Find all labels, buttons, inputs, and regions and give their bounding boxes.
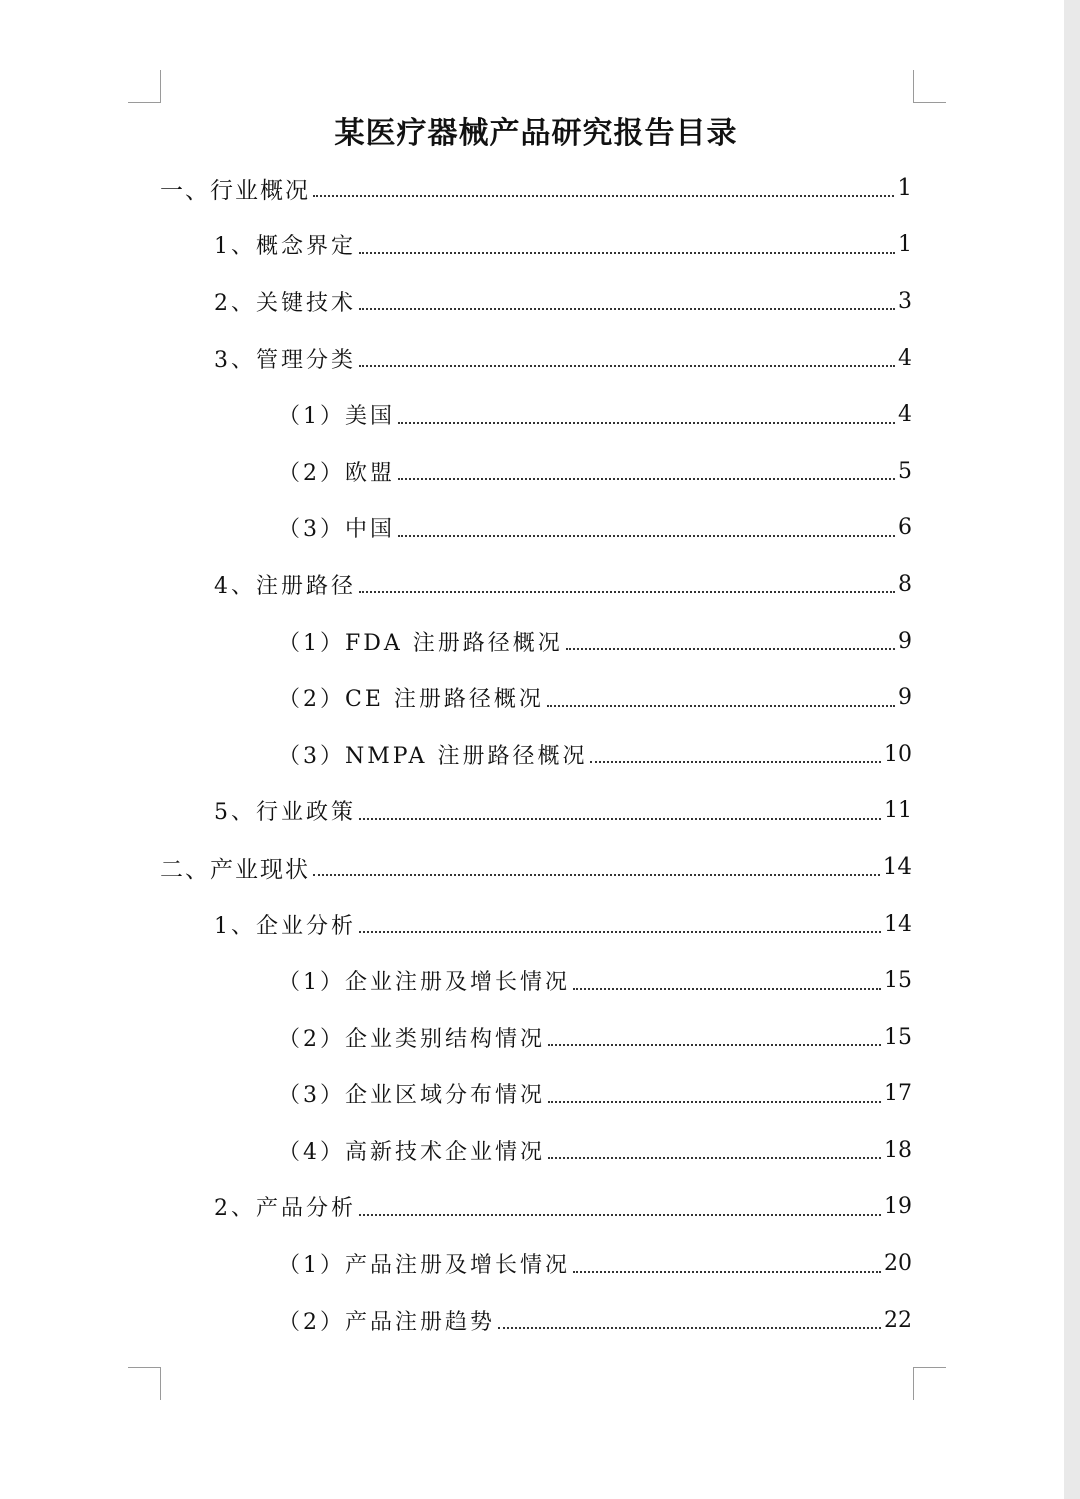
toc-entry[interactable] xyxy=(160,273,912,330)
toc-page-number: 15 xyxy=(884,968,912,994)
toc-leader-dots xyxy=(313,874,880,876)
toc-entry-text: 5、行业政策 xyxy=(214,800,356,826)
toc-leader-dots xyxy=(359,308,895,310)
toc-leader-dots xyxy=(359,818,881,820)
toc-page-number: 22 xyxy=(884,1307,912,1333)
toc-entry[interactable] xyxy=(160,1122,912,1179)
toc-entry[interactable] xyxy=(160,1066,912,1123)
toc-entry-text: （2）欧盟 xyxy=(278,460,395,486)
toc-entry[interactable] xyxy=(160,613,912,670)
toc-entry[interactable] xyxy=(160,669,912,726)
toc-entry-text: （1）企业注册及增长情况 xyxy=(278,970,570,996)
toc-page-number: 9 xyxy=(898,628,912,654)
toc-entry[interactable] xyxy=(160,726,912,783)
toc-page-number: 1 xyxy=(897,175,912,202)
toc-leader-dots xyxy=(590,761,881,763)
toc-leader-dots xyxy=(573,1271,881,1273)
toc-page-number: 3 xyxy=(898,288,912,314)
margin-mark-bottom-right xyxy=(913,1367,946,1400)
toc-entry[interactable] xyxy=(160,1235,912,1292)
toc-page-number: 20 xyxy=(884,1251,912,1277)
toc-page-number: 14 xyxy=(884,911,912,937)
toc-page-number: 4 xyxy=(898,402,912,428)
margin-mark-bottom-left xyxy=(128,1367,161,1400)
toc-leader-dots xyxy=(548,1101,881,1103)
toc-leader-dots xyxy=(547,705,895,707)
toc-entry-text: 2、产品分析 xyxy=(214,1196,356,1222)
toc-leader-dots xyxy=(548,1044,881,1046)
toc-page-number: 6 xyxy=(898,515,912,541)
toc-entry-text: （3）企业区域分布情况 xyxy=(278,1083,545,1109)
toc-leader-dots xyxy=(359,931,881,933)
toc-leader-dots xyxy=(359,591,895,593)
toc-page-number: 15 xyxy=(884,1024,912,1050)
toc-entry-text: 二、产业现状 xyxy=(160,856,310,883)
toc-entry-text: （1）美国 xyxy=(278,404,395,430)
margin-mark-top-right xyxy=(913,70,946,103)
toc-entry-text: 1、概念界定 xyxy=(214,234,356,260)
toc-leader-dots xyxy=(566,648,895,650)
toc-entry[interactable] xyxy=(160,783,912,840)
toc-entry[interactable] xyxy=(160,556,912,613)
toc-page-number: 14 xyxy=(882,854,912,881)
toc-leader-dots xyxy=(498,1327,881,1329)
toc-page-number: 4 xyxy=(898,345,912,371)
toc-page-number: 8 xyxy=(898,571,912,597)
toc-entry[interactable] xyxy=(160,330,912,387)
toc-entry-text: （1）产品注册及增长情况 xyxy=(278,1253,570,1279)
toc-page-number: 11 xyxy=(884,798,912,824)
toc-entry[interactable] xyxy=(160,896,912,953)
toc-entry-text: （4）高新技术企业情况 xyxy=(278,1139,545,1165)
toc-entry-text: 4、注册路径 xyxy=(214,573,356,599)
margin-mark-top-left xyxy=(128,70,161,103)
toc-entry[interactable] xyxy=(160,1009,912,1066)
toc-leader-dots xyxy=(398,478,895,480)
toc-leader-dots xyxy=(359,1214,881,1216)
toc-entry[interactable] xyxy=(160,386,912,443)
toc-entry[interactable] xyxy=(160,160,912,217)
table-of-contents xyxy=(160,160,912,1348)
toc-entry[interactable] xyxy=(160,1292,912,1349)
document-title: 某医疗器械产品研究报告目录 xyxy=(334,116,738,151)
toc-page-number: 17 xyxy=(884,1081,912,1107)
toc-leader-dots xyxy=(313,195,894,197)
toc-page-number: 10 xyxy=(884,741,912,767)
toc-entry[interactable] xyxy=(160,952,912,1009)
toc-page-number: 5 xyxy=(898,458,912,484)
toc-page-number: 9 xyxy=(898,685,912,711)
toc-leader-dots xyxy=(573,988,881,990)
toc-entry[interactable] xyxy=(160,500,912,557)
toc-entry-text: 一、行业概况 xyxy=(160,177,310,204)
toc-entry-text: （2）CE 注册路径概况 xyxy=(278,687,544,713)
toc-entry-text: （1）FDA 注册路径概况 xyxy=(278,630,563,656)
toc-page-number: 18 xyxy=(884,1137,912,1163)
toc-page-number: 1 xyxy=(898,232,912,258)
toc-leader-dots xyxy=(359,252,895,254)
toc-entry[interactable] xyxy=(160,443,912,500)
window-edge xyxy=(1064,0,1080,1499)
toc-leader-dots xyxy=(398,422,895,424)
toc-entry[interactable] xyxy=(160,839,912,896)
toc-entry-text: （3）中国 xyxy=(278,517,395,543)
toc-entry[interactable] xyxy=(160,217,912,274)
toc-entry-text: （2）企业类别结构情况 xyxy=(278,1026,545,1052)
toc-entry-text: 1、企业分析 xyxy=(214,913,356,939)
toc-entry[interactable] xyxy=(160,1179,912,1236)
toc-entry-text: （2）产品注册趋势 xyxy=(278,1309,495,1335)
toc-entry-text: 3、管理分类 xyxy=(214,347,356,373)
toc-page-number: 19 xyxy=(884,1194,912,1220)
toc-leader-dots xyxy=(548,1157,881,1159)
toc-entry-text: （3）NMPA 注册路径概况 xyxy=(278,743,588,769)
toc-leader-dots xyxy=(359,365,895,367)
toc-leader-dots xyxy=(398,535,895,537)
toc-entry-text: 2、关键技术 xyxy=(214,290,356,316)
